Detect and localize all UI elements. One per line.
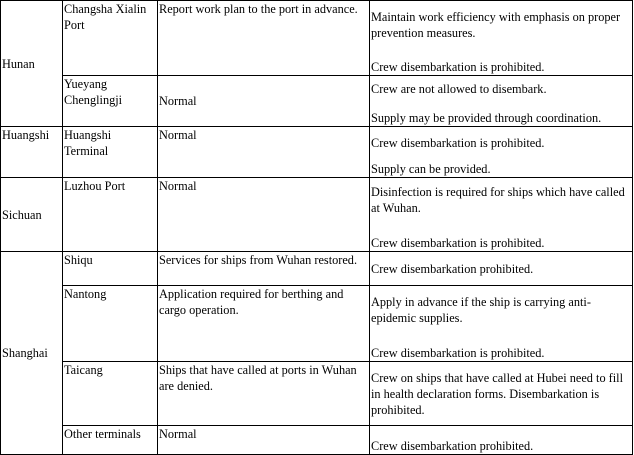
notes-cell (370, 362, 633, 426)
table-row (1, 178, 633, 252)
port-cell (63, 1, 158, 76)
port-status: Normal (159, 128, 197, 142)
notes-cell (370, 76, 633, 127)
port-status: Report work plan to the port in advance. (159, 2, 358, 16)
province-cell (1, 1, 63, 127)
status-cell (158, 426, 370, 455)
table-row (1, 426, 633, 455)
port-cell (63, 252, 158, 286)
port-cell (63, 362, 158, 426)
note-text: Supply may be provided through coordination. (371, 111, 602, 125)
notes-cell (370, 1, 633, 76)
port-name: Luzhou Port (64, 179, 126, 193)
note-text: Crew disembarkation is prohibited. (371, 346, 545, 360)
note-text: Crew disembarkation is prohibited. (371, 236, 545, 250)
table-row (1, 1, 633, 76)
port-name: Taicang (64, 363, 103, 377)
table-row (1, 76, 633, 127)
port-name: Shiqu (64, 253, 93, 267)
port-name: Yueyang Chenglingji (64, 77, 123, 107)
province-label: Sichuan (2, 207, 42, 222)
note-text: Crew disembarkation is prohibited. (371, 60, 545, 74)
province-label: Hunan (2, 56, 35, 71)
status-cell (158, 127, 370, 178)
table-row (1, 286, 633, 362)
port-status: Application required for berthing and cargo operation. (159, 287, 344, 317)
status-cell (158, 76, 370, 127)
note-text: Crew disembarkation prohibited. (371, 439, 534, 453)
port-cell (63, 76, 158, 127)
port-name: Changsha Xialin Port (64, 2, 147, 32)
port-cell (63, 178, 158, 252)
port-name: Huangshi Terminal (64, 128, 112, 158)
note-text: Crew disembarkation is prohibited. (371, 136, 545, 150)
port-name: Nantong (64, 287, 107, 301)
note-text: Disinfection is required for ships which have called at Wuhan. (371, 185, 625, 215)
port-status: Normal (159, 94, 197, 108)
note-text: Crew on ships that have called at Hubei need to fill in health declaration forms. Disembarkation is prohibited. (371, 370, 624, 417)
note-text: Crew are not allowed to disembark. (371, 82, 547, 96)
port-cell (63, 426, 158, 455)
province-label: Huangshi (2, 128, 50, 142)
port-name: Other terminals (64, 427, 141, 441)
table-row (1, 362, 633, 426)
note-text: Supply can be provided. (371, 162, 491, 176)
port-status: Services for ships from Wuhan restored. (159, 253, 358, 267)
port-cell (63, 286, 158, 362)
note-text: Maintain work efficiency with emphasis on proper prevention measures. (371, 10, 621, 40)
province-cell (1, 127, 63, 178)
status-cell (158, 178, 370, 252)
notes-cell (370, 286, 633, 362)
province-label: Shanghai (2, 346, 48, 360)
port-cell (63, 127, 158, 178)
province-cell (1, 178, 63, 252)
table-row (1, 252, 633, 286)
table-row (1, 127, 633, 178)
note-text: Crew disembarkation prohibited. (371, 261, 534, 276)
status-cell (158, 286, 370, 362)
port-status: Normal (159, 179, 197, 193)
notes-cell (370, 127, 633, 178)
status-cell (158, 362, 370, 426)
note-text: Apply in advance if the ship is carrying anti-epidemic supplies. (371, 295, 591, 325)
port-status: Ships that have called at ports in Wuhan are denied. (159, 363, 357, 393)
status-cell (158, 252, 370, 286)
notes-cell (370, 252, 633, 286)
status-cell (158, 1, 370, 76)
port-status: Normal (159, 427, 197, 441)
notes-cell (370, 178, 633, 252)
notes-cell (370, 426, 633, 455)
province-cell (1, 252, 63, 455)
